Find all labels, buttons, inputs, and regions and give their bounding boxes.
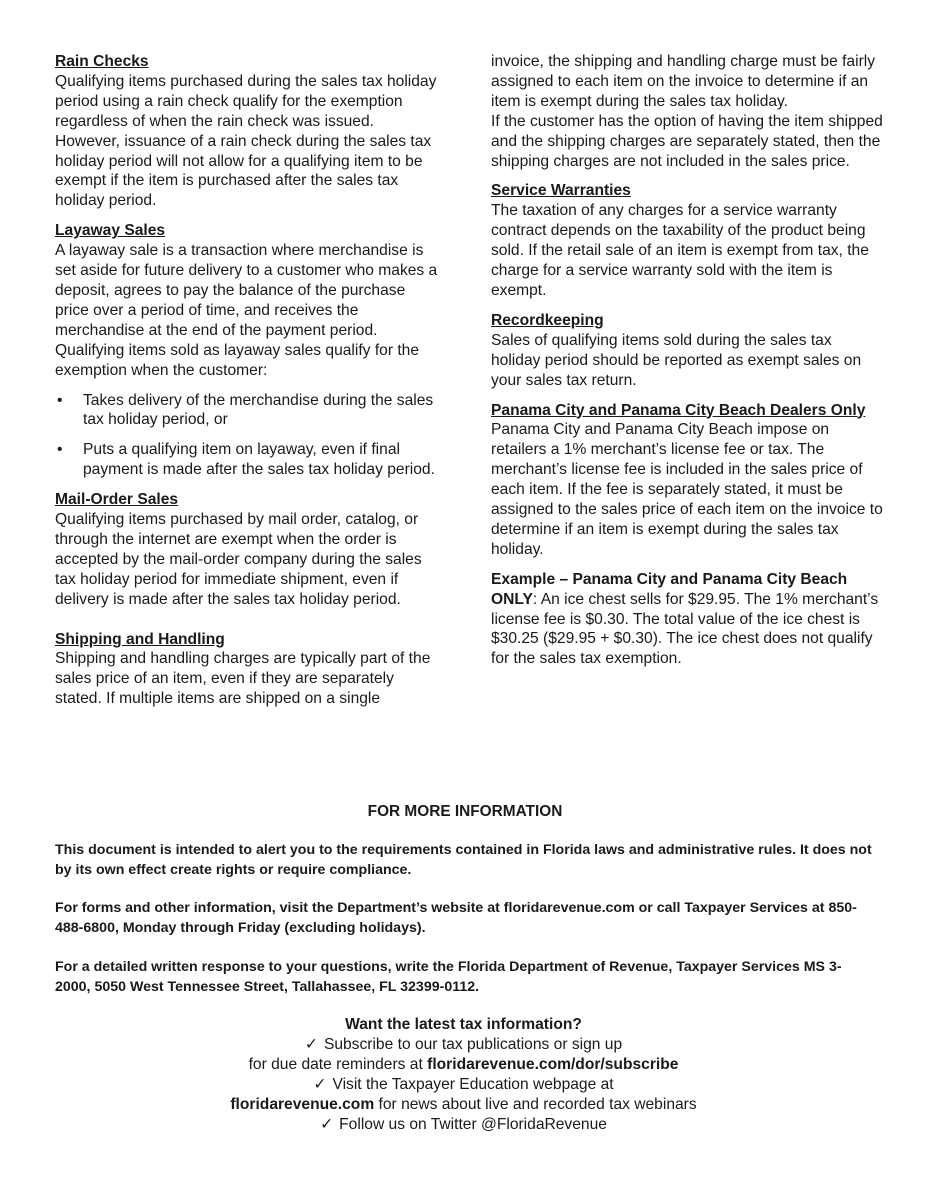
subscribe-line — [0, 1035, 927, 1055]
education-text: Visit the Taxpayer Education webpage at — [332, 1076, 614, 1093]
recordkeeping-text: Sales of qualifying items sold during the sales tax holiday period should be reported as exempt sales on your sales tax return. — [491, 331, 862, 389]
checkmark-icon: ✓ — [320, 1116, 334, 1133]
example-text: : An ice chest sells for $29.95. The 1% merchant’s license fee is $0.30. The total value of the ice chest is $30.25 ($29.95 + $0.30). The ice chest does not qualify for the sales tax exemption. — [491, 590, 879, 668]
disclaimer-text: This document is intended to alert you to the requirements contained in Florida laws and administrative rules. It does not by its own effect create rights or require compliance. — [55, 841, 872, 878]
list-item — [55, 391, 440, 431]
rain-checks-heading: Rain Checks — [55, 53, 149, 70]
education-link[interactable]: floridarevenue.com — [230, 1096, 375, 1113]
panama-heading: Panama City and Panama City Beach Dealers Only — [491, 401, 866, 419]
rain-checks-section — [55, 52, 440, 211]
checkmark-icon: ✓ — [304, 1036, 318, 1053]
recordkeeping-heading: Recordkeeping — [491, 311, 604, 329]
twitter-text[interactable]: Follow us on Twitter @FloridaRevenue — [339, 1116, 607, 1133]
warranties-text: The taxation of any charges for a service warranty contract depends on the taxability of the product being sold. If the retail sale of an item is exempt from tax, the charge for a service warranty sold with the item is exempt. — [491, 202, 869, 299]
education-text-2: for news about live and recorded tax webinars — [374, 1096, 697, 1113]
bullet-icon: • — [57, 441, 63, 459]
list-item-text: Puts a qualifying item on layaway, even if final payment is made after the sales tax holiday period. — [83, 441, 435, 479]
list-item-text: Takes delivery of the merchandise during the sales tax holiday period, or — [83, 391, 434, 429]
contact-text: For forms and other information, visit the Department’s website at floridarevenue.com or call Taxpayer Services at 850-488-6800, Monday through Friday (excluding holidays). — [55, 900, 857, 937]
subscribe-line-2 — [0, 1055, 927, 1075]
recordkeeping-section — [491, 311, 883, 391]
address-text: For a detailed written response to your questions, write the Florida Department of Revenue, Taxpayer Services MS 3-2000, 5050 West Tennessee Street, Tallahassee, FL 32399-0112. — [55, 958, 842, 995]
education-line-2 — [0, 1095, 927, 1115]
more-info-title: FOR MORE INFORMATION — [367, 803, 563, 820]
more-info-section — [55, 802, 875, 1017]
bullet-icon: • — [57, 391, 63, 409]
subscribe-link[interactable]: floridarevenue.com/dor/subscribe — [427, 1056, 679, 1073]
right-column — [491, 52, 883, 679]
layaway-heading: Layaway Sales — [55, 222, 166, 240]
rain-checks-text: Qualifying items purchased during the sales tax holiday period using a rain check qualify for the exemption regardless of when the rain check was issued. However, issuance of a rain check during the sales tax holiday period will not allow for a qualifying item to be exempt if the item is purchased after the sales tax holiday period. — [55, 72, 437, 210]
mail-order-text: Qualifying items purchased by mail order, catalog, or through the internet are exempt when the order is accepted by the mail-order company during the sales tax holiday period for immediate shipment, even if delivery is made after the sales tax holiday period. — [55, 511, 422, 608]
list-item — [55, 440, 440, 480]
panama-text: Panama City and Panama City Beach impose on retailers a 1% merchant’s license fee or tax. The merchant’s license fee is included in the sales price of each item. If the fee is separately stated, it must be assigned to the sales price of each item on the invoice to determine if an item is exempt during the sales tax holiday. — [491, 421, 883, 558]
shipping-option-text: If the customer has the option of having the item shipped and the shipping charges are separately stated, then the shipping charges are not included in the sales price. — [491, 112, 883, 170]
shipping-continued-text: invoice, the shipping and handling charge must be fairly assigned to each item on the invoice to determine if an item is exempt during the sales tax holiday. — [491, 53, 876, 110]
shipping-heading: Shipping and Handling — [55, 630, 225, 648]
panama-section — [491, 401, 883, 560]
layaway-qualify-text: Qualifying items sold as layaway sales qualify for the exemption when the customer: — [55, 341, 420, 379]
warranties-heading: Service Warranties — [491, 182, 631, 200]
example-label: Example – Panama City and Panama City Beach ONLY — [491, 570, 848, 608]
example-section — [491, 570, 883, 670]
latest-info-title: Want the latest tax information? — [345, 1016, 582, 1033]
subscribe-text: Subscribe to our tax publications or sign up — [323, 1036, 623, 1053]
shipping-continued — [491, 52, 883, 171]
twitter-line — [0, 1115, 927, 1135]
shipping-text: Shipping and handling charges are typically part of the sales price of an item, even if they are separately stated. If multiple items are shipped on a single — [55, 650, 431, 708]
latest-info-section — [0, 1015, 927, 1135]
layaway-section — [55, 221, 440, 480]
checkmark-icon: ✓ — [313, 1076, 327, 1093]
warranties-section — [491, 181, 883, 300]
education-line — [0, 1075, 927, 1095]
example-paragraph — [491, 570, 883, 670]
shipping-section — [55, 630, 440, 710]
subscribe-text-2: for due date reminders at — [248, 1056, 428, 1073]
mail-order-heading: Mail-Order Sales — [55, 491, 179, 509]
layaway-definition: A layaway sale is a transaction where merchandise is set aside for future delivery to a customer who makes a deposit, agrees to pay the balance of the purchase price over a period of time, and receives the merchandise at the end of the payment period. — [55, 242, 438, 339]
mail-order-section — [55, 490, 440, 609]
layaway-bullet-list — [55, 391, 440, 481]
left-column — [55, 52, 440, 719]
